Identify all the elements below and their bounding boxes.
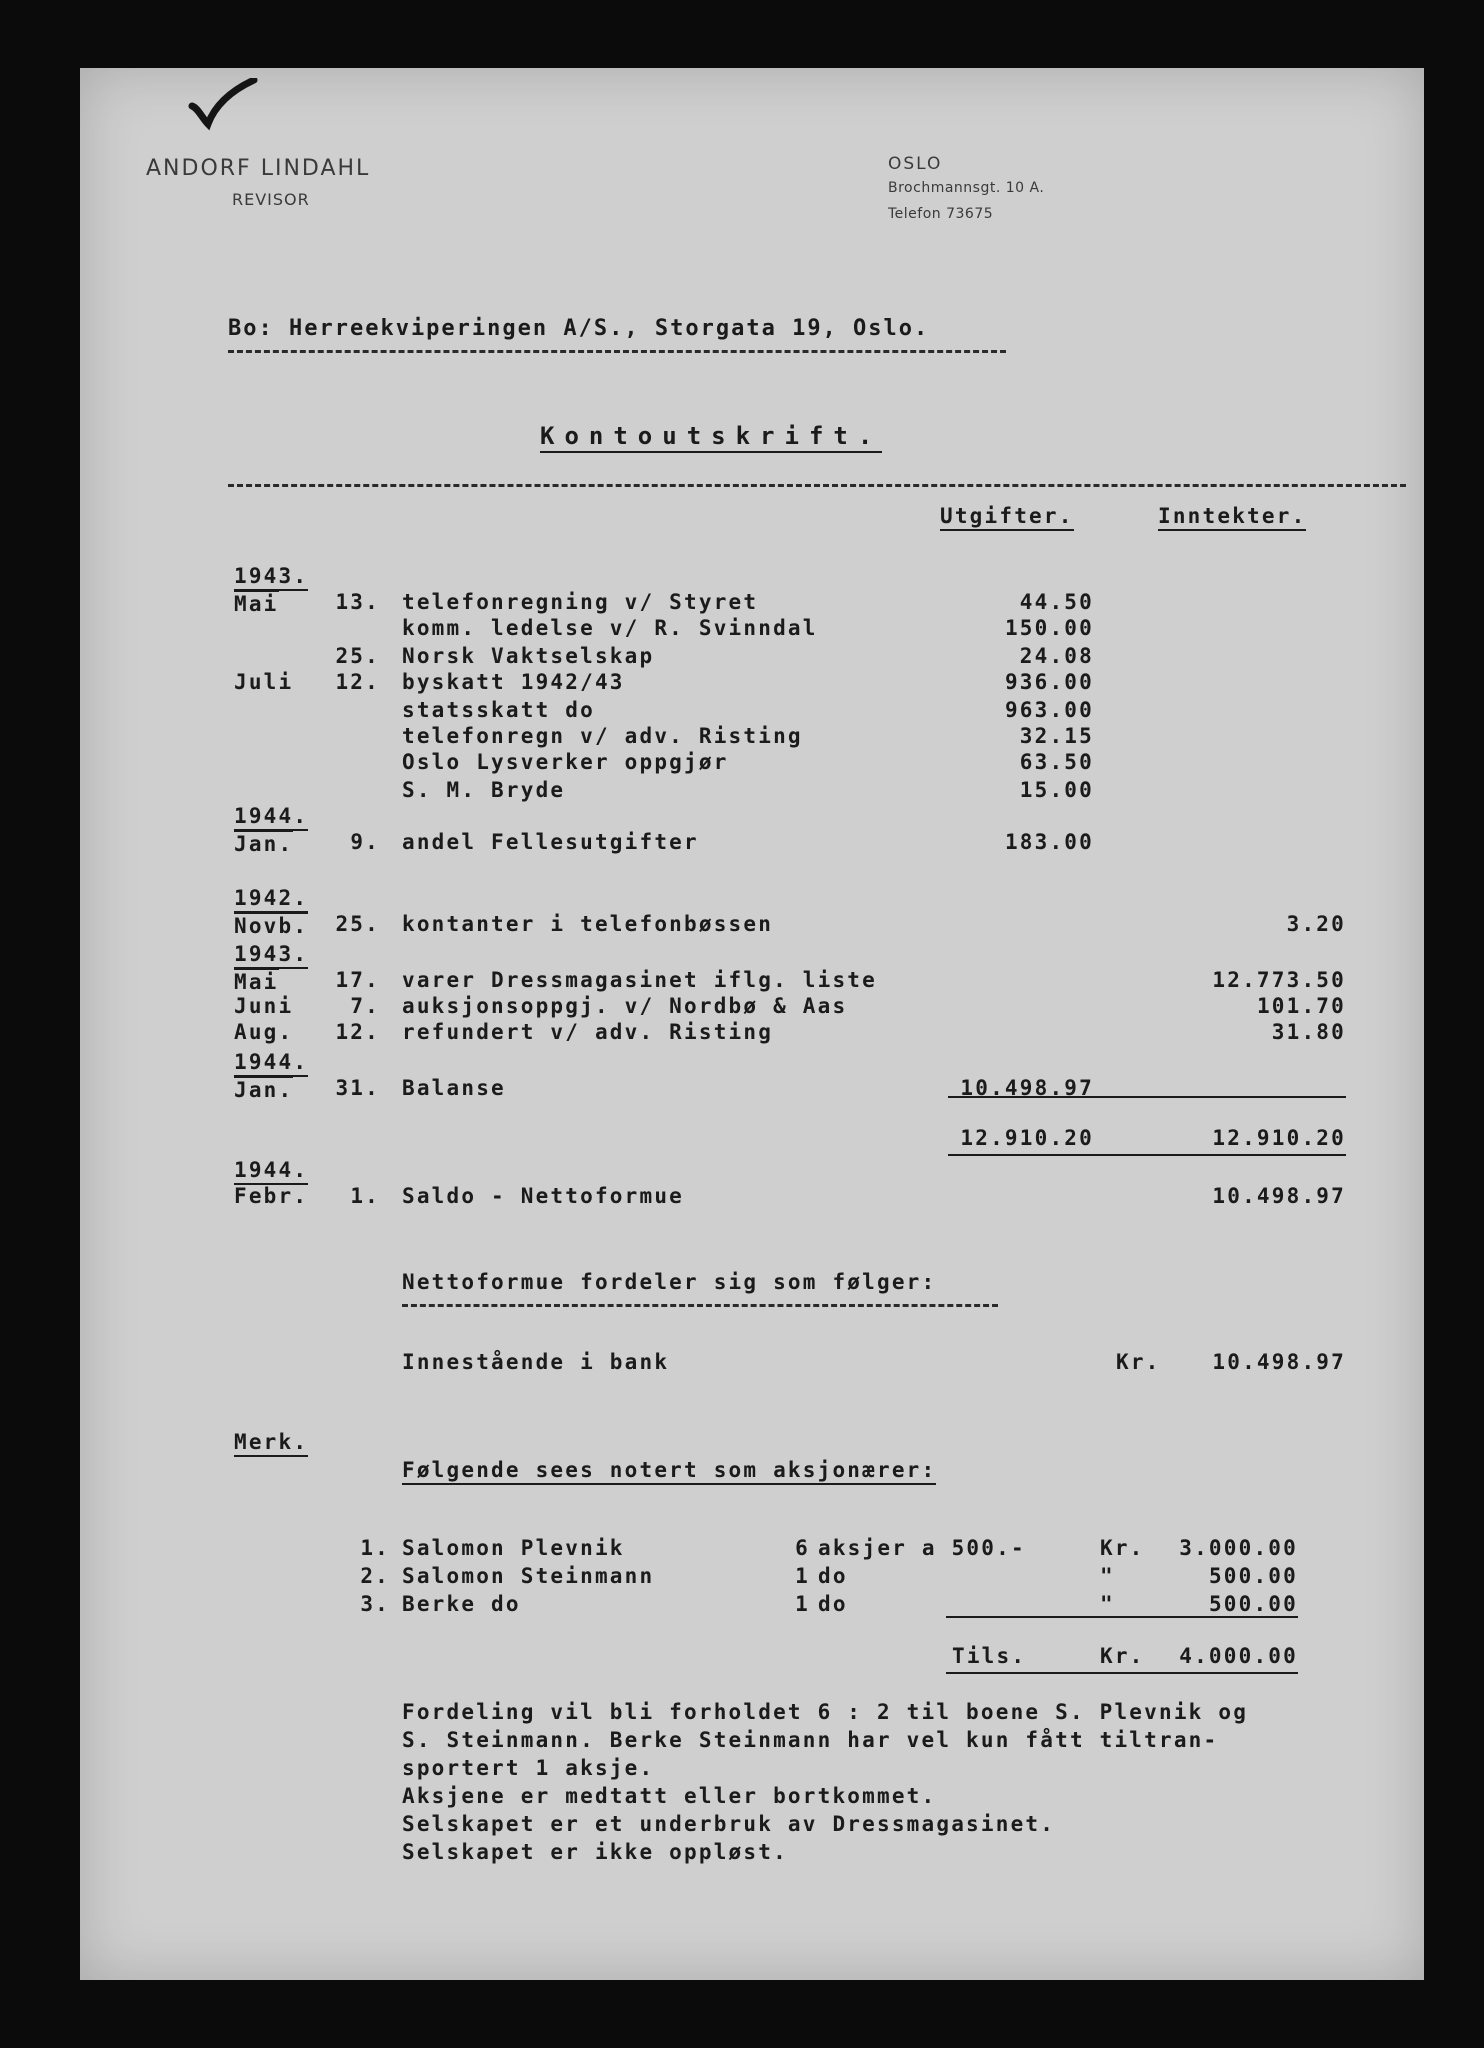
- shareholder-number: 1.: [360, 1536, 390, 1560]
- note-line: Aksjene er medtatt eller bortkommet.: [402, 1784, 937, 1808]
- shareholder-shares: 1: [795, 1564, 810, 1588]
- shareholders-total-amount: 4.000.00: [1179, 1644, 1298, 1668]
- entry-day: 25.: [335, 912, 380, 936]
- entry-description: refundert v/ adv. Risting: [402, 1020, 774, 1044]
- entry-description: byskatt 1942/43: [402, 670, 625, 694]
- entry-month: Mai: [234, 592, 279, 616]
- shareholder-description: do: [818, 1564, 848, 1588]
- entry-description: Balanse: [402, 1076, 506, 1100]
- entry-year: 1942.: [234, 886, 308, 913]
- entry-expense: 183.00: [1004, 830, 1094, 854]
- entry-expense: 10.498.97: [960, 1076, 1094, 1100]
- shareholder-number: 2.: [360, 1564, 390, 1588]
- entry-income: 31.80: [1271, 1020, 1346, 1044]
- income-total: 12.910.20: [1212, 1126, 1346, 1150]
- shareholder-description: aksjer a 500.-: [818, 1536, 1026, 1560]
- saldo-day: 1.: [350, 1184, 380, 1208]
- check-mark-icon: [188, 78, 258, 133]
- shareholder-amount: 500.00: [1208, 1592, 1298, 1616]
- shareholders-total-underline: [946, 1672, 1298, 1674]
- entry-income: 12.773.50: [1212, 968, 1346, 992]
- document-title: Kontoutskrift.: [540, 422, 882, 453]
- expenses-total: 12.910.20: [960, 1126, 1094, 1150]
- entry-year: 1944.: [234, 1050, 308, 1077]
- note-line: sportert 1 aksje.: [402, 1756, 655, 1780]
- entry-expense: 963.00: [1004, 698, 1094, 722]
- entry-description: varer Dressmagasinet iflg. liste: [402, 968, 877, 992]
- entry-income: 101.70: [1256, 994, 1346, 1018]
- entry-month: Jan.: [234, 1078, 294, 1102]
- entry-description: S. M. Bryde: [402, 778, 566, 802]
- entry-description: Norsk Vaktselskap: [402, 644, 655, 668]
- entry-expense: 32.15: [1019, 724, 1094, 748]
- entry-day: 25.: [335, 644, 380, 668]
- entry-year: 1943.: [234, 942, 308, 969]
- entry-income: 3.20: [1286, 912, 1346, 936]
- entry-description: auksjonsoppgj. v/ Nordbø & Aas: [402, 994, 848, 1018]
- entry-description: Oslo Lysverker oppgjør: [402, 750, 729, 774]
- entry-month: Juni: [234, 994, 294, 1018]
- shareholder-name: Salomon Plevnik: [402, 1536, 625, 1560]
- bank-currency: Kr.: [1116, 1350, 1161, 1374]
- shareholder-currency: Kr.: [1100, 1536, 1145, 1560]
- saldo-text: Saldo - Nettoformue: [402, 1184, 685, 1208]
- shareholder-shares: 1: [795, 1592, 810, 1616]
- shareholders-underline: [946, 1616, 1298, 1618]
- balance-underline: [948, 1096, 1346, 1098]
- entry-day: 12.: [335, 1020, 380, 1044]
- remark-label: Merk.: [234, 1430, 308, 1457]
- estate-heading: Bo: Herreekviperingen A/S., Storgata 19, Oslo.: [228, 316, 930, 341]
- entry-day: 9.: [350, 830, 380, 854]
- entry-description: andel Fellesutgifter: [402, 830, 699, 854]
- divider: [402, 1304, 998, 1307]
- shareholder-currency: ": [1100, 1592, 1115, 1616]
- shareholder-amount: 500.00: [1208, 1564, 1298, 1588]
- divider: [228, 350, 1006, 353]
- entry-year: 1943.: [234, 564, 308, 591]
- income-column-header: Inntekter.: [1158, 504, 1306, 531]
- shareholder-shares: 6: [795, 1536, 810, 1560]
- entry-month: Juli: [234, 670, 294, 694]
- entry-expense: 936.00: [1004, 670, 1094, 694]
- expenses-column-header: Utgifter.: [940, 504, 1074, 531]
- entry-expense: 44.50: [1019, 590, 1094, 614]
- entry-day: 31.: [335, 1076, 380, 1100]
- entry-description: komm. ledelse v/ R. Svinndal: [402, 616, 818, 640]
- entry-description: kontanter i telefonbøssen: [402, 912, 774, 936]
- entry-expense: 63.50: [1019, 750, 1094, 774]
- bank-amount: 10.498.97: [1212, 1350, 1346, 1374]
- letterhead-street: Brochmannsgt. 10 A.: [888, 180, 1045, 196]
- shareholder-name: Berke do: [402, 1592, 521, 1616]
- saldo-amount: 10.498.97: [1212, 1184, 1346, 1208]
- nettoformue-heading: Nettoformue fordeler sig som følger:: [402, 1270, 937, 1294]
- entry-expense: 15.00: [1019, 778, 1094, 802]
- note-line: Selskapet er ikke oppløst.: [402, 1840, 788, 1864]
- entry-day: 17.: [335, 968, 380, 992]
- entry-month: Aug.: [234, 1020, 294, 1044]
- shareholders-total-currency: Kr.: [1100, 1644, 1145, 1668]
- entry-month: Novb.: [234, 914, 309, 938]
- entry-expense: 24.08: [1019, 644, 1094, 668]
- entry-description: statsskatt do: [402, 698, 595, 722]
- letterhead-title: REVISOR: [232, 190, 310, 209]
- entry-day: 13.: [335, 590, 380, 614]
- divider: [228, 484, 1406, 487]
- note-line: Selskapet er et underbruk av Dressmagasinet.: [402, 1812, 1056, 1836]
- entry-day: 7.: [350, 994, 380, 1018]
- totals-underline: [948, 1154, 1346, 1156]
- shareholder-currency: ": [1100, 1564, 1115, 1588]
- letterhead-name: ANDORF LINDAHL: [146, 156, 371, 181]
- entry-description: telefonregn v/ adv. Risting: [402, 724, 803, 748]
- letterhead-city: OSLO: [888, 154, 943, 174]
- shareholder-name: Salomon Steinmann: [402, 1564, 655, 1588]
- saldo-year: 1944.: [234, 1158, 308, 1185]
- letterhead-phone: Telefon 73675: [888, 206, 994, 222]
- entry-month: Jan.: [234, 832, 294, 856]
- entry-day: 12.: [335, 670, 380, 694]
- bank-label: Innestående i bank: [402, 1350, 670, 1374]
- entry-expense: 150.00: [1004, 616, 1094, 640]
- entry-month: Mai: [234, 970, 279, 994]
- note-line: S. Steinmann. Berke Steinmann har vel kun fått tiltran-: [402, 1728, 1219, 1752]
- note-line: Fordeling vil bli forholdet 6 : 2 til boene S. Plevnik og: [402, 1700, 1249, 1724]
- entry-year: 1944.: [234, 804, 308, 831]
- saldo-month: Febr.: [234, 1184, 309, 1208]
- shareholder-amount: 3.000.00: [1179, 1536, 1298, 1560]
- shareholder-number: 3.: [360, 1592, 390, 1616]
- entry-description: telefonregning v/ Styret: [402, 590, 759, 614]
- shareholders-heading: Følgende sees notert som aksjonærer:: [402, 1458, 936, 1485]
- shareholders-total-label: Tils.: [952, 1644, 1027, 1668]
- shareholder-description: do: [818, 1592, 848, 1616]
